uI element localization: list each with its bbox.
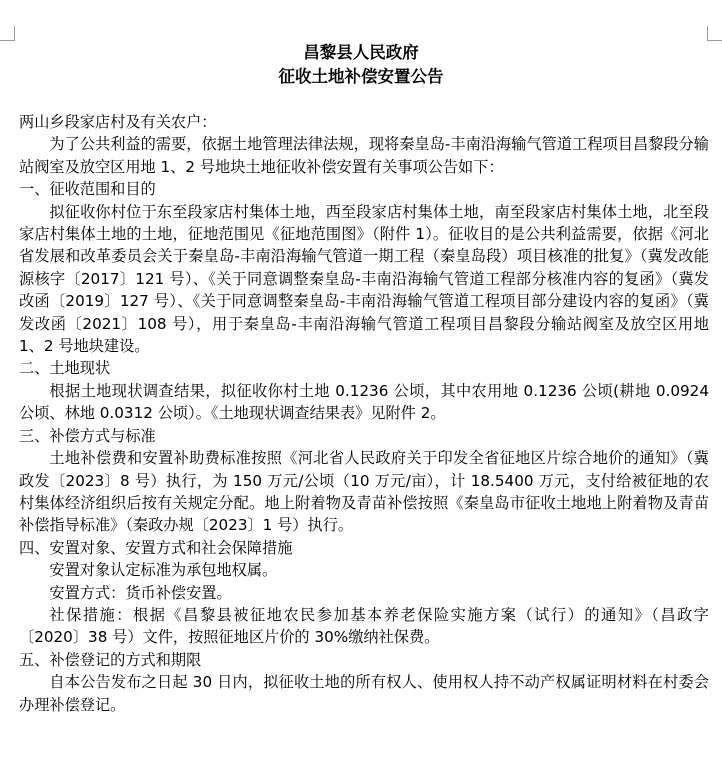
document-title-issuer: 昌黎县人民政府 — [303, 43, 419, 62]
section-paragraph: 安置方式：货币补偿安置。 — [49, 583, 232, 602]
section-heading: 一、征收范围和目的 — [19, 180, 156, 199]
section-paragraph: 安置对象认定标准为承包地权属。 — [49, 561, 278, 580]
intro-paragraph: 为了公共利益的需要，依据土地管理法律法规，现将秦皇岛-丰南沿海输气管道工程项目昌黎段分输站阀室及放空区用地 1、2 号地块土地征收补偿安置有关事项公告如下： — [19, 135, 709, 176]
section-heading: 三、补偿方式与标准 — [19, 426, 156, 445]
section-paragraph: 拟征收你村位于东至段家店村集体土地，西至段家店村集体土地，南至段家店村集体土地，北至段家店村集体土地的土地，征地范围见《征地范围图》（附件 1）。征收目的是公共利益需要，依据《河北省发展和改革委员会关于秦皇岛-丰南沿海输气管道一期工程（秦皇岛段）项目核准的批复》（冀发改能源核字〔2017〕121 号）、《关于同意调整秦皇岛-丰南沿海输气管道工程部分核准内容的复函》（冀发改函〔2019〕127 号）、《关于同意调整秦皇岛-丰南沿海输气管道工程项目部分建设内容的复函》（冀发改函〔2021〕108 号），用于秦皇岛-丰南沿海输气管道工程项目昌黎段分输站阀室及放空区用地 1、2 号地块建设。 — [19, 202, 709, 356]
addressee: 两山乡段家店村及有关农户： — [19, 113, 217, 131]
section-paragraph: 自本公告发布之日起 30 日内，拟征收土地的所有权人、使用权人持不动产权属证明材料在村委会办理补偿登记。 — [19, 673, 709, 714]
page-corner-mark-right — [707, 26, 722, 41]
document-title-subject: 征收土地补偿安置公告 — [278, 67, 444, 86]
section-paragraph: 土地补偿费和安置补助费标准按照《河北省人民政府关于印发全省征地区片综合地价的通知》（冀政发〔2023〕8 号）执行，为 150 万元/公顷（10 万元/亩），计 18.5400 万元，支付给被征地的农村集体经济组织后按有关规定分配。地上附着物及青苗补偿按照《秦皇岛市征收土地地上附着物及青苗补偿指导标准》（秦政办规〔2023〕1 号）执行。 — [19, 449, 709, 535]
section-heading: 五、补偿登记的方式和期限 — [19, 650, 202, 669]
section-paragraph: 根据土地现状调查结果，拟征收你村土地 0.1236 公顷，其中农用地 0.1236 公顷(耕地 0.0924 公顷、林地 0.0312 公顷）。《土地现状调查结果表》见附件 2。 — [19, 381, 709, 423]
section-heading: 二、土地现状 — [19, 359, 111, 378]
page-corner-mark-left — [0, 26, 15, 41]
section-paragraph: 社保措施：根据《昌黎县被征地农民参加基本养老保险实施方案（试行）的通知》（昌政字〔2020〕38 号）文件，按照征地区片价的 30%缴纳社保费。 — [19, 605, 709, 647]
section-heading: 四、安置对象、安置方式和社会保障措施 — [19, 538, 293, 557]
document-body — [19, 111, 709, 716]
